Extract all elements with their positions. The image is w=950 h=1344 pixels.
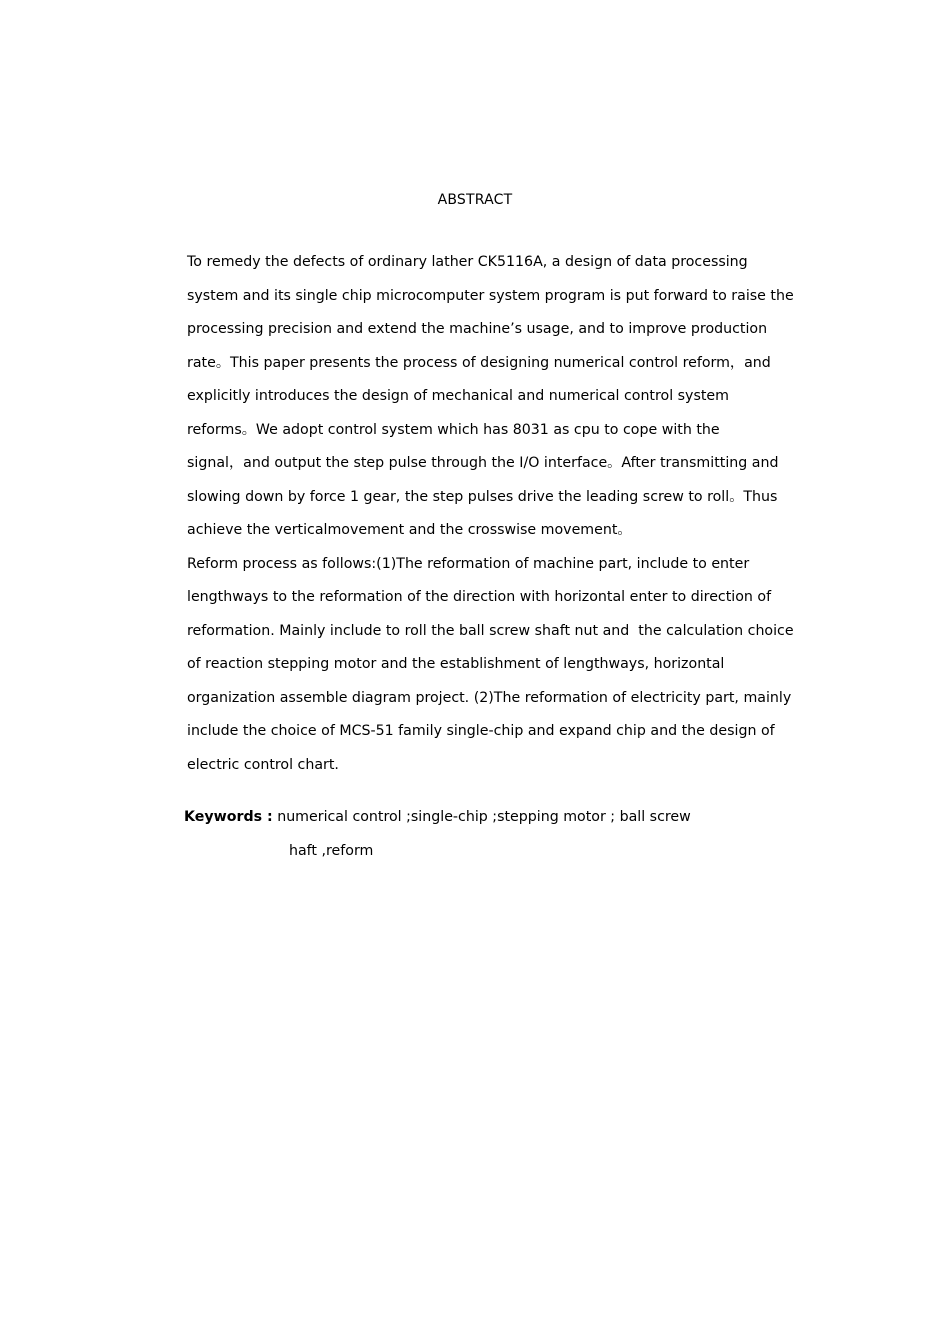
abstract-line: rate。This paper presents the process of designing numerical control reform，and: [187, 354, 771, 371]
keywords-text: numerical control ;single-chip ;stepping motor ; ball screw: [272, 809, 691, 825]
abstract-line: of reaction stepping motor and the establishment of lengthways, horizontal: [187, 656, 725, 672]
keywords-line-1: [184, 807, 824, 841]
keywords-block: [184, 807, 824, 874]
abstract-line: explicitly introduces the design of mechanical and numerical control system: [187, 388, 729, 404]
abstract-body: [187, 250, 827, 786]
abstract-line: reforms。We adopt control system which has 8031 as cpu to cope with the: [187, 421, 720, 438]
abstract-line: Reform process as follows:(1)The reformation of machine part, include to enter: [187, 555, 750, 572]
abstract-line: To remedy the defects of ordinary lather CK5116A, a design of data processing: [187, 254, 748, 270]
abstract-line: signal，and output the step pulse through the I/O interface。After transmitting and: [187, 455, 779, 471]
keywords-label: Keywords :: [184, 809, 273, 825]
keywords-line-2: haft ,reform: [289, 842, 374, 859]
abstract-line: system and its single chip microcomputer system program is put forward to raise the: [187, 287, 794, 304]
abstract-line: achieve the verticalmovement and the crosswise movement。: [187, 522, 632, 538]
abstract-line: organization assemble diagram project. (2)The reformation of electricity part, mainly: [187, 689, 792, 706]
abstract-line: reformation. Mainly include to roll the ball screw shaft nut and the calculation choice: [187, 622, 794, 639]
abstract-line: electric control chart.: [187, 756, 339, 773]
abstract-line: slowing down by force 1 gear, the step pulses drive the leading screw to roll。Thus: [187, 488, 778, 505]
abstract-line: processing precision and extend the machine’s usage, and to improve production: [187, 321, 768, 337]
abstract-title: ABSTRACT: [437, 192, 513, 208]
abstract-line: include the choice of MCS-51 family single-chip and expand chip and the design of: [187, 723, 775, 739]
abstract-line: lengthways to the reformation of the direction with horizontal enter to direction of: [187, 589, 772, 605]
